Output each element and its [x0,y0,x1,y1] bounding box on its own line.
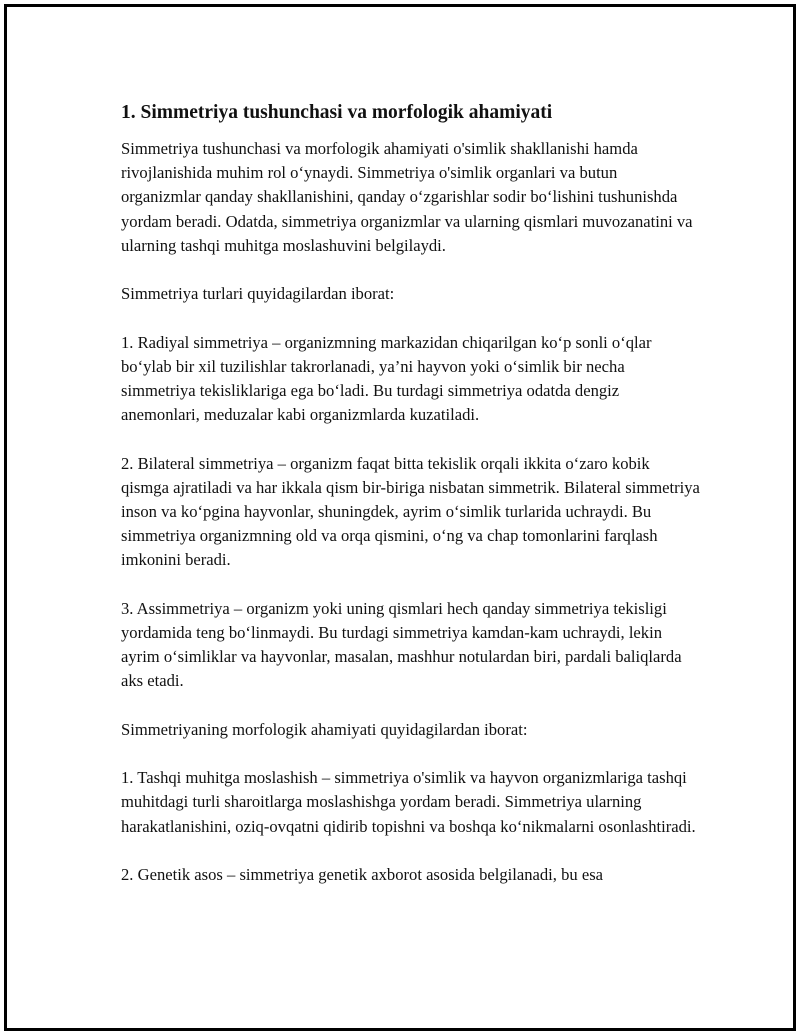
document-body [121,101,701,911]
paragraph-radial-symmetry: 1. Radiyal simmetriya – organizmning markazidan chiqarilgan ko‘p sonli o‘qlar bo‘ylab bir xil tuzilishlar takrorlanadi, ya’ni hayvon yoki o‘simlik bir necha simmetriya tekisliklariga ega bo‘ladi. Bu turdagi simmetriya odatda dengiz anemonlari, meduzalar kabi organizmlarda kuzatiladi. [121,332,652,425]
paragraph-intro: Simmetriya tushunchasi va morfologik ahamiyati o'simlik shakllanishi hamda rivojlanishida muhim rol o‘ynaydi. Simmetriya o'simlik organlari va butun organizmlar qanday shakllanishini, qanday o‘zgarishlar sodir bo‘lishini tushunishda yordam beradi. Odatda, simmetriya organizmlar va ularning qismlari muvozanatini va ularning tashqi muhitga moslashuvini belgilaydi. [121,139,693,255]
page-title: 1. Simmetriya tushunchasi va morfologik ahamiyati [121,102,553,123]
paragraph-genetic-basis: 2. Genetik asos – simmetriya genetik axborot asosida belgilanadi, bu esa [121,864,604,884]
paragraph-significance-heading: Simmetriyaning morfologik ahamiyati quyidagilardan iborat: [121,719,528,739]
page-frame [4,4,796,1031]
paragraph-types-heading: Simmetriya turlari quyidagilardan iborat: [121,284,395,304]
paragraph-bilateral-symmetry: 2. Bilateral simmetriya – organizm faqat bitta tekislik orqali ikkita o‘zaro kobik qismga ajratiladi va har ikkala qism bir-biriga nisbatan simmetrik. Bilateral simmetriya inson va ko‘pgina hayvonlar, shuningdek, ayrim o‘simlik turlarida uchraydi. Bu simmetriya organizmning old va orqa qismini, o‘ng va chap tomonlarini farqlash imkonini beradi. [121,453,700,570]
paragraph-asymmetry: 3. Assimmetriya – organizm yoki uning qismlari hech qanday simmetriya tekisligi yordamida teng bo‘linmaydi. Bu turdagi simmetriya kamdan-kam uchraydi, lekin ayrim o‘simliklar va hayvonlar, masalan, mashhur notulardan biri, pardali baliqlarda aks etadi. [121,598,682,691]
paragraph-adaptation: 1. Tashqi muhitga moslashish – simmetriya o'simlik va hayvon organizmlariga tashqi muhitdagi turli sharoitlarga moslashishga yordam beradi. Simmetriya ularning harakatlanishini, oziq-ovqatni qidirib topishni va boshqa ko‘nikmalarni osonlashtiradi. [121,768,696,836]
